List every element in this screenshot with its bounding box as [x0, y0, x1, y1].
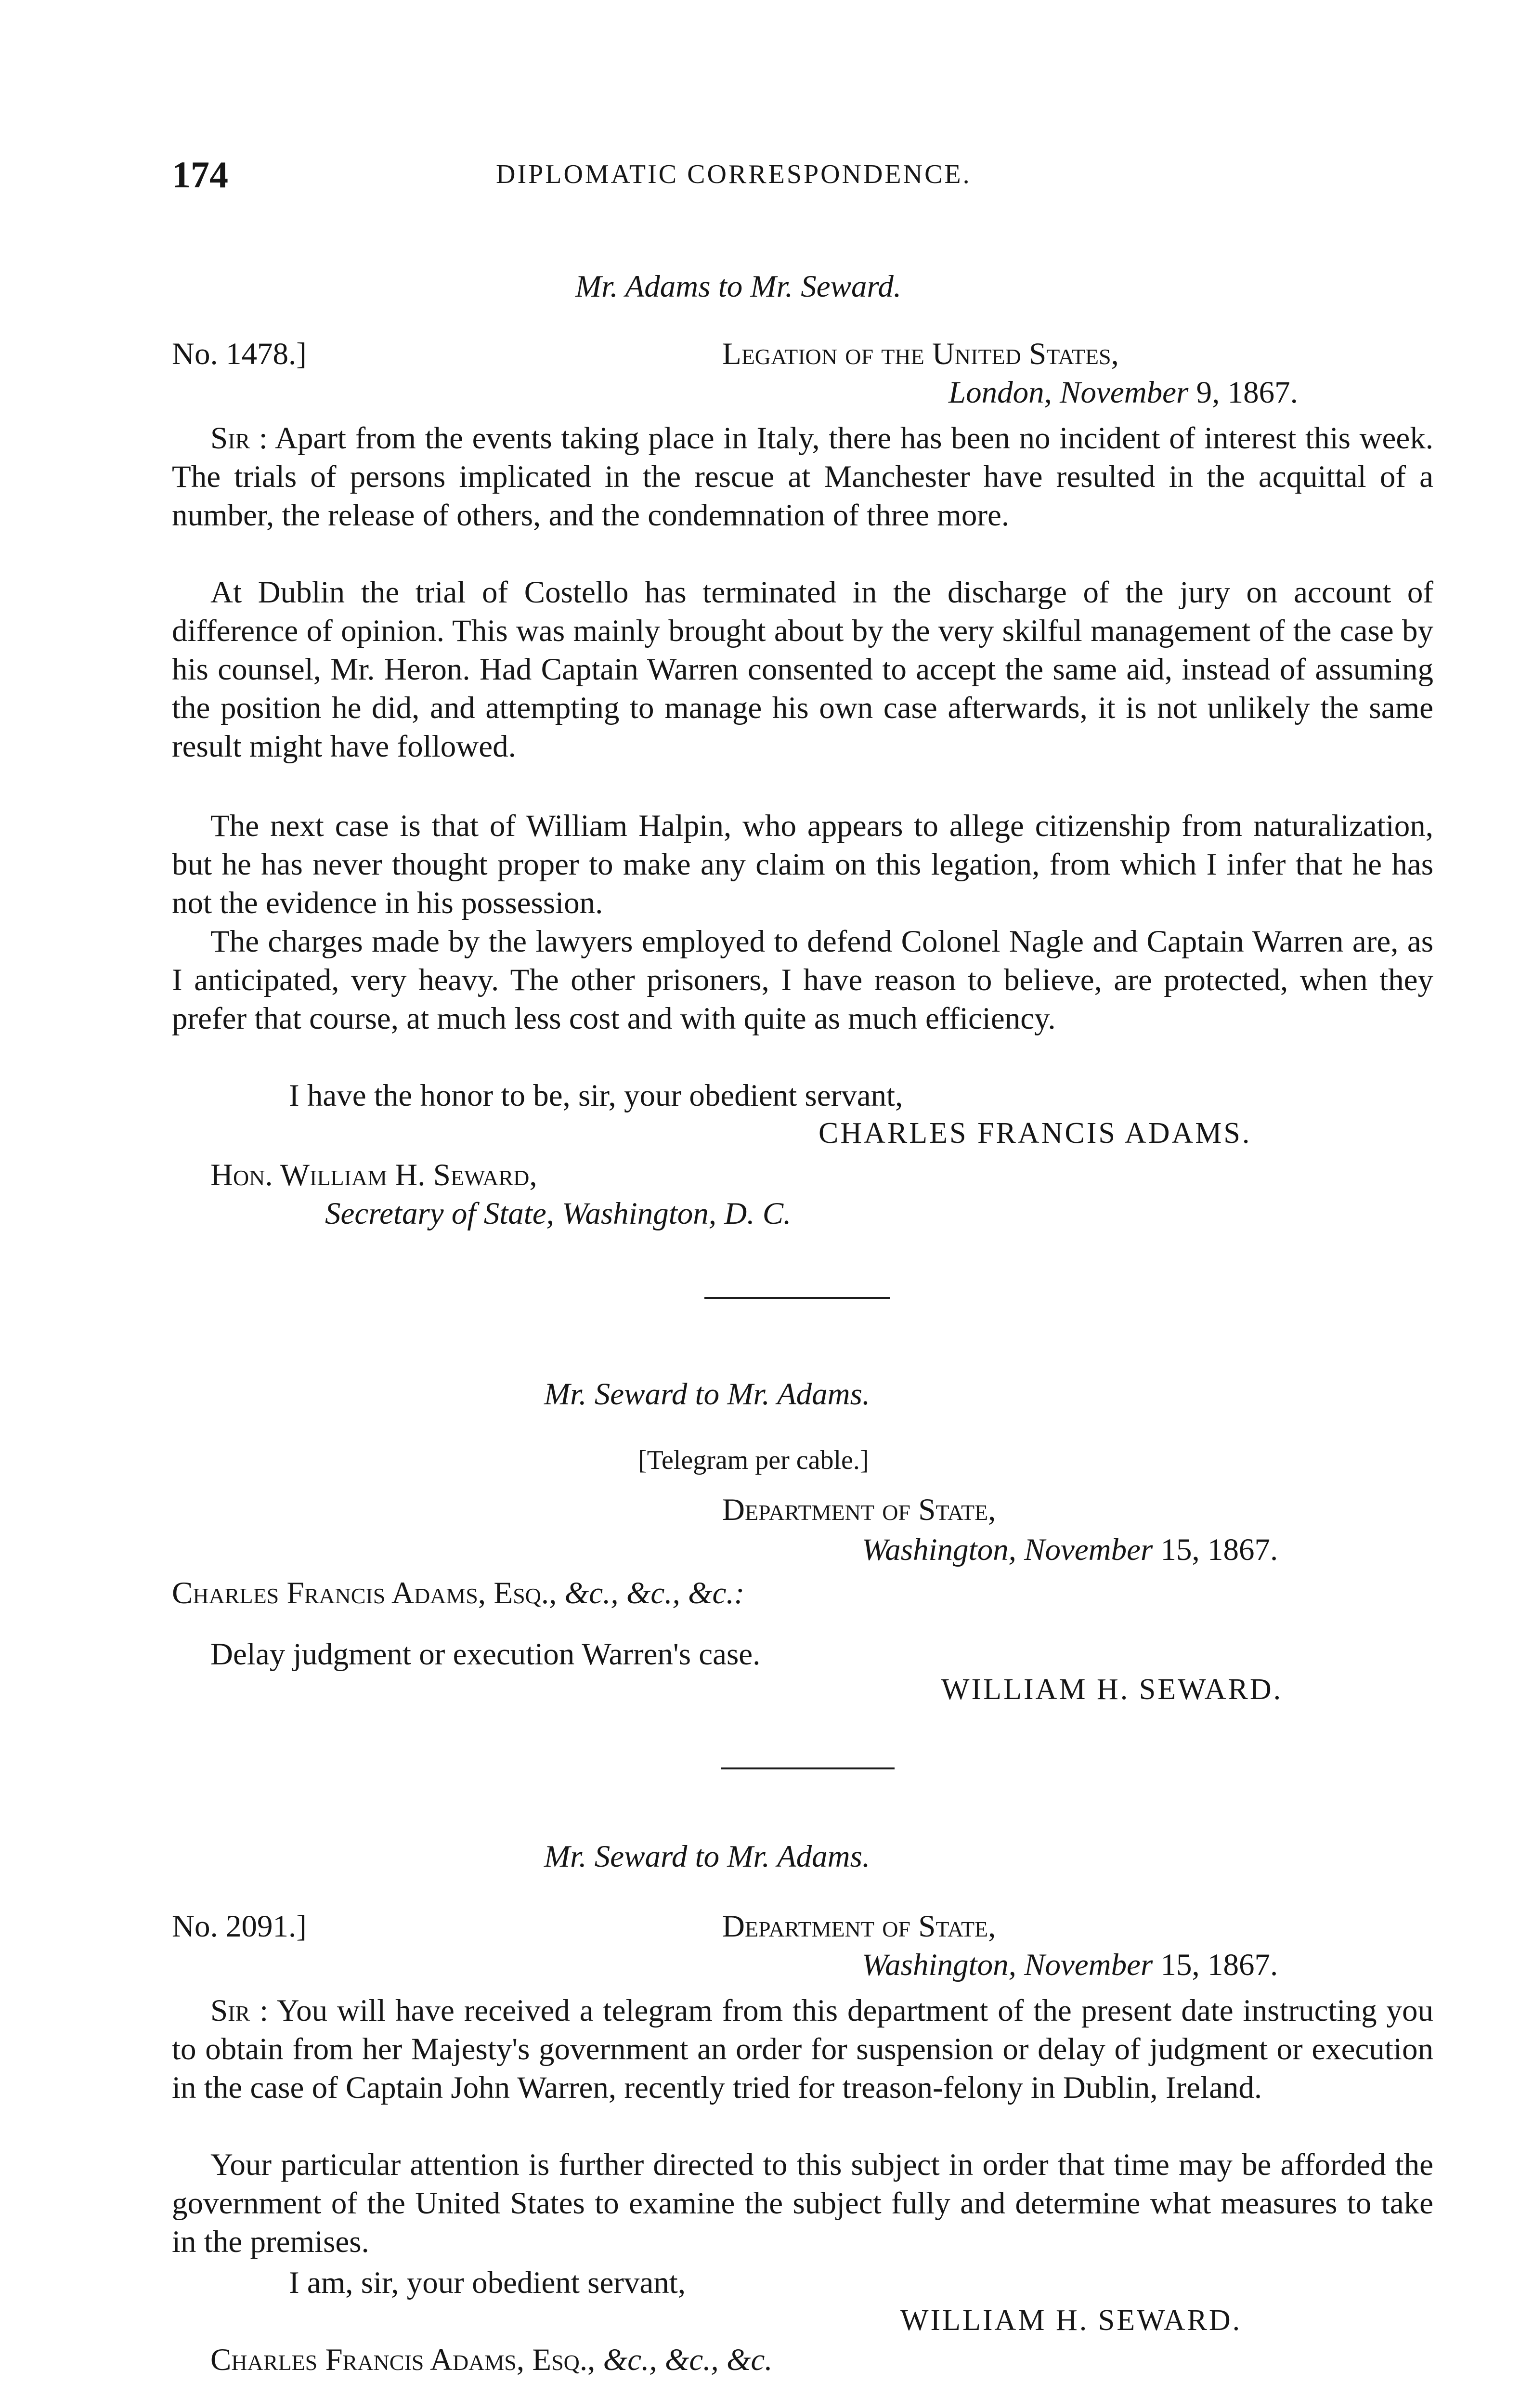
letter2-addressee-etc: &c., &c., &c.:: [564, 1576, 745, 1610]
letter3-addressee: [210, 2341, 773, 2379]
letter1-date-city: London,: [948, 375, 1052, 410]
letter1-date-rest: 9, 1867.: [1196, 375, 1298, 410]
letter1-paragraph-1: [172, 419, 1433, 535]
letter1-paragraph-1-text: Apart from the events taking place in Italy, there has been no incident of interest this week. The trials of persons implicated in the rescue at Manchester have resulted in the acquittal of a number, the release of others, and the condemnation of three more.: [172, 421, 1433, 533]
letter3-number: No. 2091.]: [172, 1909, 307, 1944]
letter3-addressee-etc: &c., &c., &c.: [603, 2343, 773, 2377]
letter3-closing: I am, sir, your obedient servant,: [289, 2265, 686, 2300]
letter3-date-city: Washington,: [862, 1948, 1016, 1982]
letter1-recipient-title: Secretary of State, Washington, D. C.: [325, 1196, 792, 1231]
section-divider-2: [721, 1767, 895, 1769]
letter3-place: Department of State,: [722, 1909, 996, 1944]
letter2-date-rest: 15, 1867.: [1160, 1532, 1278, 1567]
letter1-salutation: Sir :: [210, 421, 268, 456]
letter1-heading: Mr. Adams to Mr. Seward.: [575, 269, 902, 304]
letter1-paragraph-4: The charges made by the lawyers employed to defend Colonel Nagle and Captain Warren are, as I anticipated, very heavy. The other prisoners, I have reason to believe, are protected, when they prefer that course, at much less cost and with quite as much efficiency.: [172, 924, 1433, 1036]
letter2-place: Department of State,: [722, 1492, 996, 1527]
letter2-addressee: [172, 1574, 744, 1612]
letter3-heading: Mr. Seward to Mr. Adams.: [544, 1839, 870, 1874]
letter3-paragraph-1-text: You will have received a telegram from this department of the present date instructing you to obtain from her Majesty's government an order for suspension or delay of judgment or execution in the case of Captain John Warren, recently tried for treason-felony in Dublin, Ireland.: [172, 1993, 1434, 2105]
letter2-message: Delay judgment or execution Warren's case.: [210, 1637, 761, 1672]
letter2-date-month: November: [1024, 1532, 1153, 1567]
letter1-paragraph-2: At Dublin the trial of Costello has terminated in the discharge of the jury on account of difference of opinion. This was mainly brought about by the very skilful management of the case by his counsel, Mr. Heron. Had Captain Warren consented to accept the same aid, instead of assuming the position he did, and attempting to manage his own case afterwards, it is not unlikely the same result might have followed.: [172, 575, 1433, 764]
letter2-dateline: [862, 1531, 1278, 1569]
letter3-salutation: Sir :: [210, 1993, 269, 2028]
running-title: DIPLOMATIC CORRESPONDENCE.: [496, 159, 972, 189]
letter2-addressee-name: Charles Francis Adams, Esq.,: [172, 1576, 557, 1610]
letter1-signature: CHARLES FRANCIS ADAMS.: [818, 1117, 1252, 1150]
letter3-paragraph-1: [172, 1991, 1433, 2107]
letter3-addressee-name: Charles Francis Adams, Esq.,: [210, 2343, 596, 2377]
letter1-date-month: November: [1060, 375, 1189, 410]
letter1-place: Legation of the United States,: [722, 337, 1119, 371]
letter2-date-city: Washington,: [862, 1532, 1016, 1567]
letter3-signature: WILLIAM H. SEWARD.: [900, 2304, 1242, 2337]
letter1-number: No. 1478.]: [172, 337, 307, 371]
page-number: 174: [172, 154, 228, 196]
letter1-dateline: [948, 373, 1298, 412]
letter1-paragraph-3: The next case is that of William Halpin, who appears to allege citizenship from naturalization, but he has never thought proper to make any claim on this legation, from which I infer that he has not the evidence in his possession.: [172, 809, 1433, 920]
letter3-date-rest: 15, 1867.: [1160, 1948, 1278, 1982]
letter2-heading: Mr. Seward to Mr. Adams.: [544, 1377, 870, 1412]
letter1-closing: I have the honor to be, sir, your obedient servant,: [289, 1078, 903, 1113]
letter2-note: [Telegram per cable.]: [638, 1445, 869, 1475]
section-divider-1: [704, 1297, 890, 1299]
letter1-recipient-name: Hon. William H. Seward,: [210, 1158, 537, 1192]
letter3-date-month: November: [1024, 1948, 1153, 1982]
letter2-signature: WILLIAM H. SEWARD.: [941, 1673, 1283, 1706]
letter3-paragraph-2: Your particular attention is further directed to this subject in order that time may be afforded the government of the United States to examine the subject fully and determine what measures to take in the premises.: [172, 2147, 1433, 2259]
letter3-dateline: [862, 1946, 1278, 1984]
